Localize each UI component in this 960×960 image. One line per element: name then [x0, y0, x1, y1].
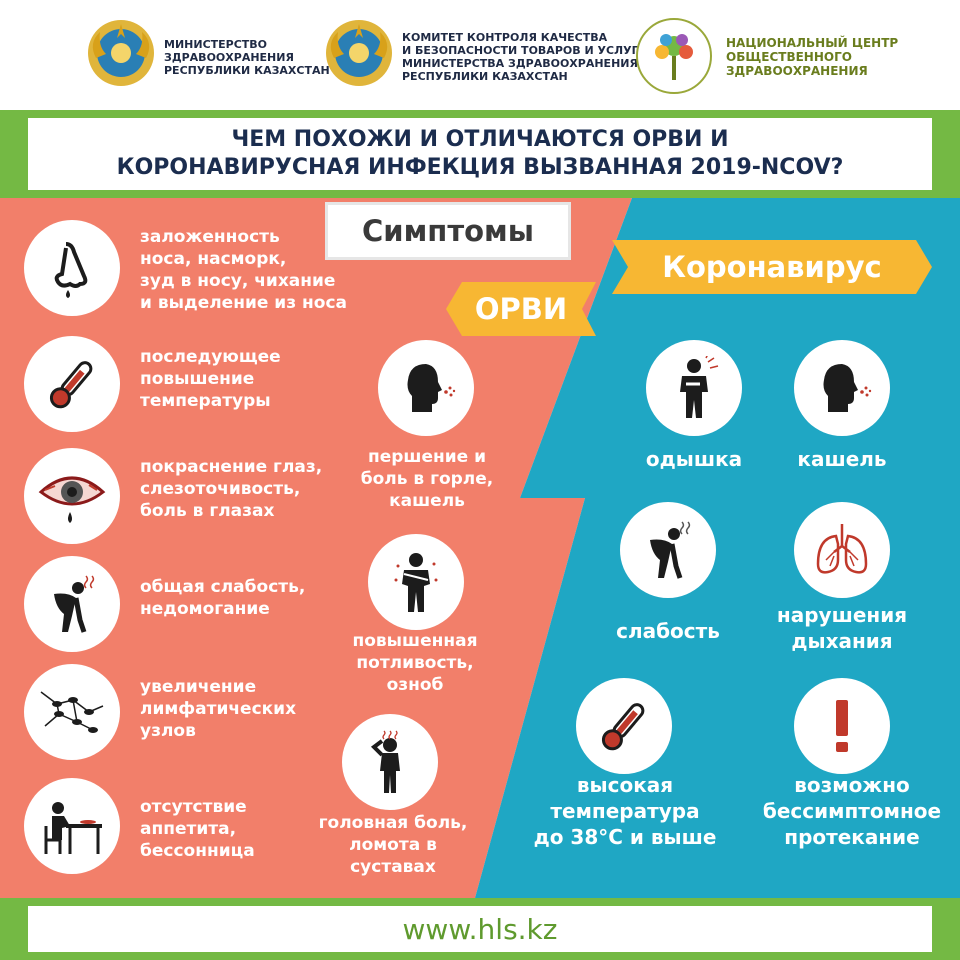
- orvi-symptom-text: общая слабость, недомогание: [140, 577, 306, 619]
- header: [0, 0, 960, 110]
- orvi-label: ОРВИ: [474, 292, 568, 326]
- orvi-symptom-text: заложенность носа, насморк, зуд в носу, чихание и выделение из носа: [140, 227, 347, 313]
- lungs-icon: [812, 520, 872, 580]
- short-breath-person-icon-circle: [646, 340, 742, 436]
- corona-symptom-text: кашель: [797, 447, 887, 471]
- org-committee-text: КОМИТЕТ КОНТРОЛЯ КАЧЕСТВА И БЕЗОПАСНОСТИ ТОВАРОВ И УСЛУГ МИНИСТЕРСТВА ЗДРАВООХРАНЕНИЯ РЕСПУБЛИКИ КАЗАХСТАН: [402, 31, 639, 83]
- shivering-person-icon-circle: [368, 534, 464, 630]
- lymph-nodes-icon-circle: [24, 664, 120, 760]
- org-health-center-text: НАЦИОНАЛЬНЫЙ ЦЕНТР ОБЩЕСТВЕННОГО ЗДРАВООХРАНЕНИЯ: [726, 36, 899, 78]
- symptoms-label: Симптомы: [325, 202, 571, 260]
- cough-icon: [812, 358, 872, 418]
- person-at-table-icon: [40, 796, 104, 856]
- nose-icon-circle: [24, 220, 120, 316]
- orvi-symptom-text: повышенная потливость, озноб: [352, 631, 478, 695]
- corona-symptom-text: высокая температура до 38°С и выше: [533, 773, 717, 849]
- weakness-icon: [638, 520, 698, 580]
- orvi-symptom-text: головная боль, ломота в суставах: [318, 813, 468, 877]
- headache-person-icon: [360, 729, 420, 795]
- corona-symptom-text: нарушения дыхания: [776, 603, 908, 653]
- orvi-symptom-text: последующее повышение температуры: [140, 347, 281, 411]
- thermometer-icon: [594, 696, 654, 756]
- thermometer-icon: [42, 354, 102, 414]
- thermometer-icon-circle: [24, 336, 120, 432]
- weak-person-icon: [42, 574, 102, 634]
- weak-person-icon-circle: [24, 556, 120, 652]
- lymph-nodes-icon: [37, 682, 107, 742]
- orvi-symptom-text: отсутствие аппетита, бессонница: [140, 797, 255, 861]
- exclamation-icon: [822, 696, 862, 756]
- shivering-person-icon: [386, 550, 446, 614]
- orvi-ribbon: [446, 282, 596, 336]
- corona-symptom-text: возможно бессимптомное протекание: [762, 773, 942, 849]
- title-banner: [0, 110, 960, 198]
- exclamation-icon-circle: [794, 678, 890, 774]
- website-link[interactable]: www.hls.kz: [402, 912, 558, 946]
- orvi-symptom-text: увеличение лимфатических узлов: [140, 677, 297, 741]
- cough-icon-circle: [794, 340, 890, 436]
- thermometer-icon-circle: [576, 678, 672, 774]
- kazakhstan-emblem-icon: [324, 18, 394, 88]
- coughing-head-icon: [396, 358, 456, 418]
- kazakhstan-emblem-icon: [86, 18, 156, 88]
- red-eye-icon-circle: [24, 448, 120, 544]
- page-title: ЧЕМ ПОХОЖИ И ОТЛИЧАЮТСЯ ОРВИ И КОРОНАВИРУСНАЯ ИНФЕКЦИЯ ВЫЗВАННАЯ 2019-NCOV?: [116, 127, 844, 180]
- red-eye-icon: [37, 466, 107, 526]
- person-at-table-icon-circle: [24, 778, 120, 874]
- short-breath-person-icon: [664, 356, 724, 420]
- symptom-panels: [0, 198, 960, 898]
- weakness-icon-circle: [620, 502, 716, 598]
- org-ministry-text: МИНИСТЕРСТВО ЗДРАВООХРАНЕНИЯ РЕСПУБЛИКИ КАЗАХСТАН: [164, 38, 330, 77]
- nose-icon: [42, 238, 102, 298]
- corona-symptom-text: слабость: [616, 619, 720, 643]
- orvi-symptom-text: покраснение глаз, слезоточивость, боль в глазах: [140, 457, 323, 521]
- coughing-head-icon-circle: [378, 340, 474, 436]
- lungs-icon-circle: [794, 502, 890, 598]
- orvi-symptom-text: першение и боль в горле, кашель: [360, 447, 494, 511]
- corona-symptom-text: одышка: [645, 447, 743, 471]
- footer-box: [28, 906, 932, 952]
- title-box: [28, 118, 932, 190]
- corona-label: Коронавирус: [662, 250, 882, 284]
- headache-person-icon-circle: [342, 714, 438, 810]
- footer: [0, 898, 960, 960]
- public-health-center-logo-icon: [634, 16, 714, 96]
- corona-ribbon: [612, 240, 932, 294]
